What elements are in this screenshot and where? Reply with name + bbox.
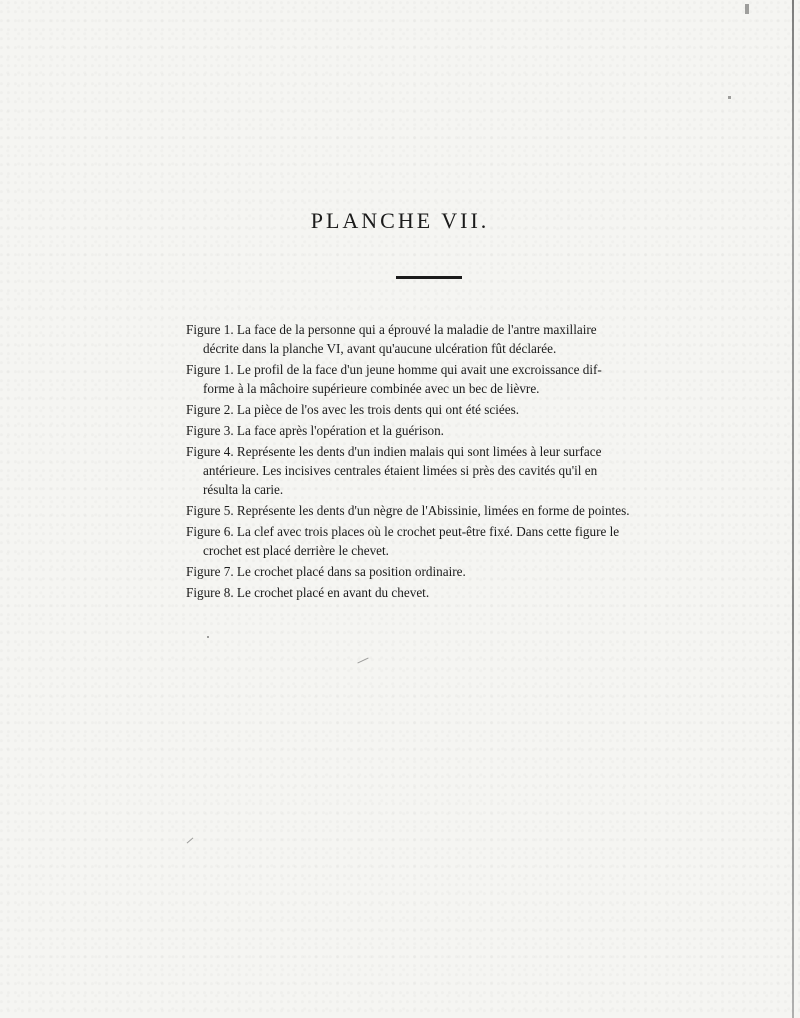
figure-line: La face après l'opération et la guérison. bbox=[236, 423, 444, 438]
figure-line: Représente les dents d'un nègre de l'Abissinie, limées en forme de pointes. bbox=[236, 503, 630, 518]
figure-line: Le crochet placé en avant du chevet. bbox=[236, 585, 430, 600]
figure-label: Figure 8. bbox=[186, 585, 237, 600]
figure-line: La clef avec trois places où le crochet peut-être fixé. Dans cette figure le bbox=[236, 524, 620, 539]
figure-entry bbox=[186, 360, 686, 398]
paper-speck bbox=[207, 636, 209, 638]
figure-label: Figure 6. bbox=[186, 524, 237, 539]
figure-line: La pièce de l'os avec les trois dents qui ont été sciées. bbox=[236, 402, 520, 417]
figure-label: Figure 2. bbox=[186, 402, 237, 417]
figure-entry bbox=[186, 562, 686, 581]
paper-speck bbox=[728, 96, 731, 99]
paper-speck bbox=[745, 4, 749, 14]
figure-line: forme à la mâchoire supérieure combinée avec un bec de lièvre. bbox=[203, 381, 540, 396]
page-edge-shadow bbox=[792, 0, 794, 1018]
paper-speck bbox=[357, 658, 368, 664]
figure-entry bbox=[186, 501, 686, 520]
figure-line: Le profil de la face d'un jeune homme qui avait une excroissance dif- bbox=[236, 362, 602, 377]
figure-line: antérieure. Les incisives centrales étaient limées si près des cavités qu'il en bbox=[203, 463, 598, 478]
figure-entry bbox=[186, 421, 686, 440]
figure-label: Figure 5. bbox=[186, 503, 237, 518]
figure-entry bbox=[186, 320, 686, 358]
figure-entry bbox=[186, 400, 686, 419]
figure-entry bbox=[186, 442, 686, 499]
title-rule bbox=[396, 276, 462, 279]
figure-line: Représente les dents d'un indien malais qui sont limées à leur surface bbox=[236, 444, 602, 459]
figure-entry bbox=[186, 522, 686, 560]
figure-line: crochet est placé derrière le chevet. bbox=[203, 543, 389, 558]
figure-entry bbox=[186, 583, 686, 602]
figure-label: Figure 4. bbox=[186, 444, 237, 459]
figure-line: décrite dans la planche VI, avant qu'aucune ulcération fût déclarée. bbox=[203, 341, 557, 356]
figure-list bbox=[186, 320, 686, 604]
paper-speck bbox=[187, 838, 194, 844]
plate-title: PLANCHE VII. bbox=[310, 208, 490, 233]
figure-label: Figure 3. bbox=[186, 423, 237, 438]
figure-line: résulta la carie. bbox=[203, 482, 284, 497]
figure-line: La face de la personne qui a éprouvé la maladie de l'antre maxillaire bbox=[236, 322, 597, 337]
figure-label: Figure 1. bbox=[186, 322, 237, 337]
figure-line: Le crochet placé dans sa position ordinaire. bbox=[236, 564, 466, 579]
figure-label: Figure 7. bbox=[186, 564, 237, 579]
figure-label: Figure 1. bbox=[186, 362, 237, 377]
